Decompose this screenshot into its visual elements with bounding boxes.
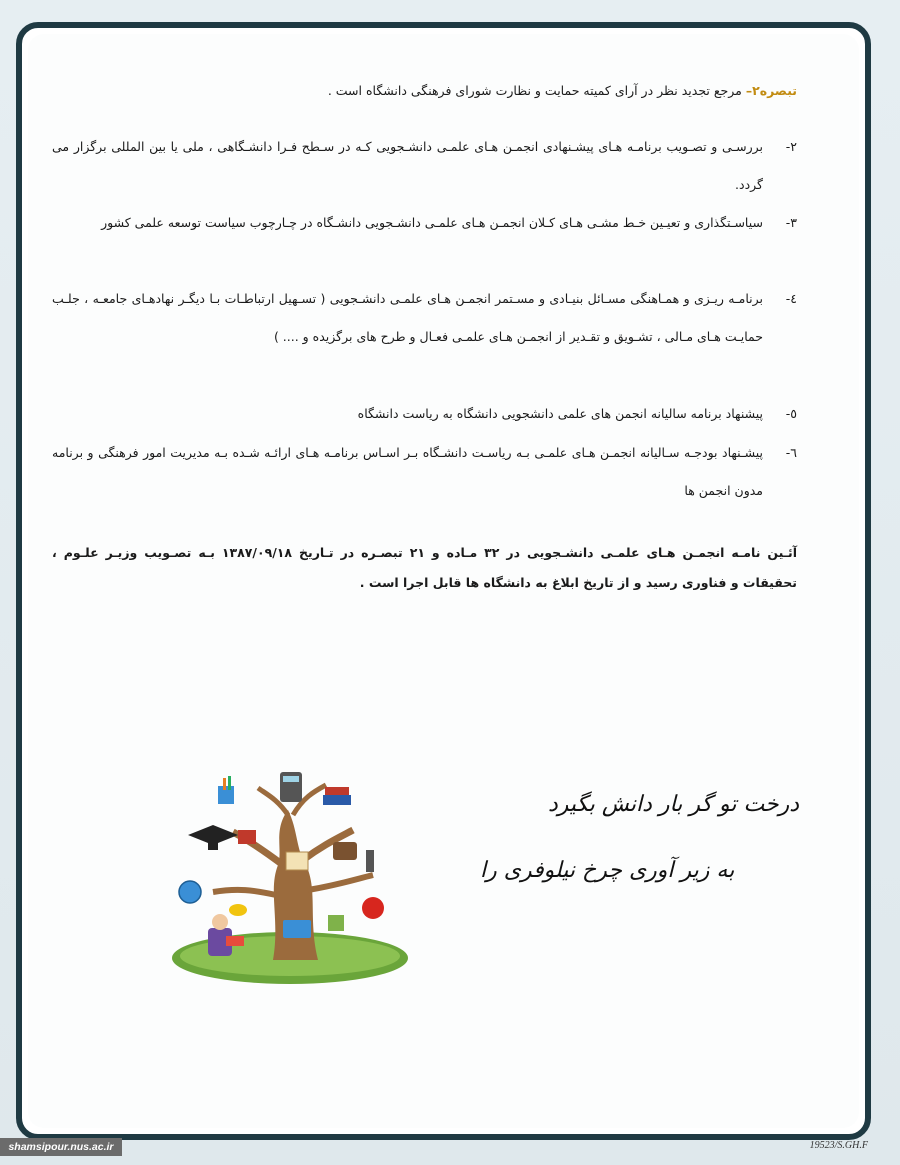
poem-line-1: درخت تو گر بار دانش بگیرد <box>548 792 800 817</box>
list-item <box>52 128 797 204</box>
poem-line-2: به زیر آوری چرخ نیلوفری را <box>480 858 735 883</box>
note-label: تبصره۲– <box>745 83 797 98</box>
item-text: برنامـه ریـزی و همـاهنگی مسـائل بنیـادی و مسـتمر انجمـن هـای علمـی دانشـجویی ( تسـهیل ارتباطـات بـا دیگـر نهادهـای جامعـه ، جلـب حمایـت هـای مـالی ، تشـویق و تقـدیر از انجمـن هـای علمـی فعـال و طرح های برگزیده و .... ) <box>52 291 763 344</box>
item-text: بررسـی و تصـویب برنامـه هـای پیشـنهادی انجمـن هـای علمـی دانشـجویی کـه در سـطح فـرا دانشـگاهی ، ملی یا بین المللی برگزار می گردد. <box>52 139 763 192</box>
list-item <box>52 204 797 242</box>
list-item <box>52 280 797 356</box>
item-number: ٤- <box>785 291 797 306</box>
item-number: ٥- <box>785 406 797 421</box>
item-number: ۳- <box>785 215 797 230</box>
item-number: ٦- <box>785 445 797 460</box>
item-text: سیاسـتگذاری و تعیـین خـط مشـی هـای کـلان انجمـن هـای علمـی دانشـجویی دانشـگاه در چـارچوب سیاست توسعه علمی کشور <box>101 215 763 230</box>
list-item <box>52 434 797 510</box>
list-item <box>52 395 797 433</box>
item-number: ۲- <box>785 139 797 154</box>
footer-website: shamsipour.nus.ac.ir <box>0 1138 122 1156</box>
knowledge-tree-illustration <box>168 770 418 990</box>
note-2 <box>52 80 797 102</box>
item-text: پیشـنهاد بودجـه سـالیانه انجمـن هـای علمـی بـه ریاسـت دانشـگاه بـر اسـاس برنامـه هـای ارائـه شـده بـه مدیریت امور فرهنگی و برنامه مدون انجمن ها <box>52 445 763 498</box>
closing-paragraph: آئـین نامـه انجمـن هـای علمـی دانشـجویی در ۳۲ مـاده و ۲۱ تبصـره در تـاریخ ۱۳۸۷/۰۹/۱۸ بـه تصـویب وزیـر علـوم ، تحقیقات و فناوری رسید و از تاریخ ابلاغ به دانشگاه ها قابل اجرا است . <box>52 545 797 590</box>
note-text: مرجع تجدید نظر در آرای کمیته حمایت و نظارت شورای فرهنگی دانشگاه است . <box>327 83 742 98</box>
footer-code: 19523/S.GH.F <box>809 1140 868 1151</box>
item-text: پیشنهاد برنامه سالیانه انجمن های علمی دانشجویی دانشگاه به ریاست دانشگاه <box>357 406 763 421</box>
